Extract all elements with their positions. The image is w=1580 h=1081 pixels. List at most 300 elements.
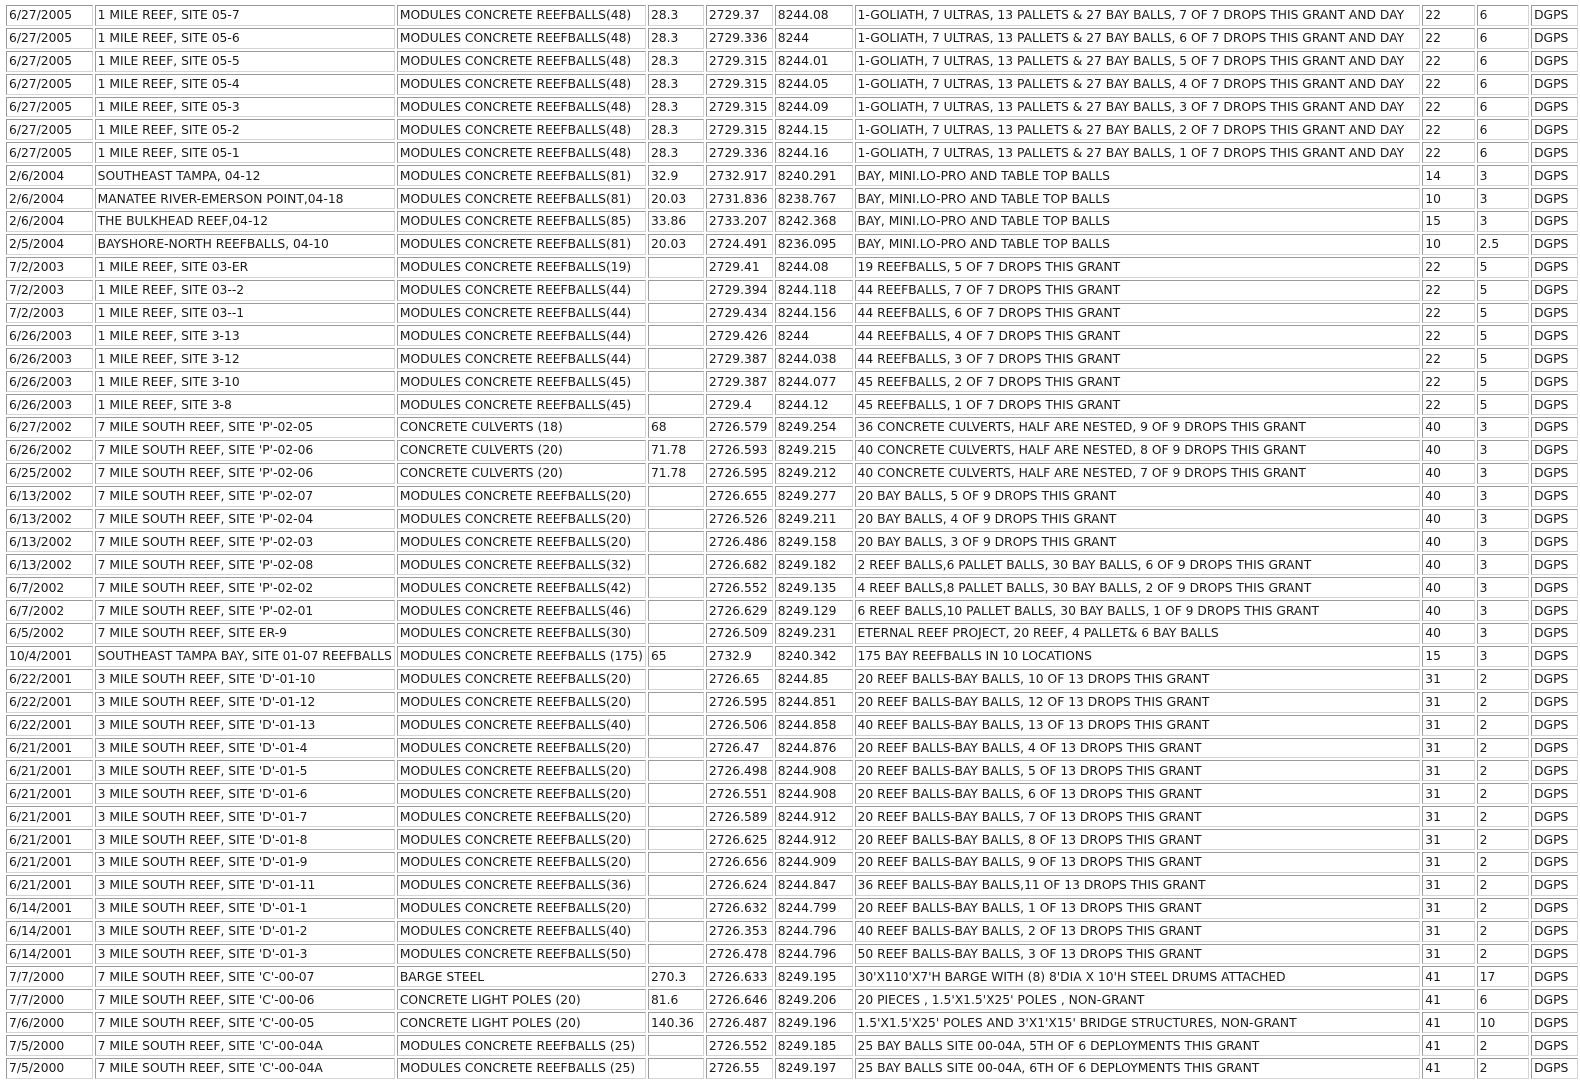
tonnage-cell	[648, 394, 704, 415]
relief-cell: 6	[1477, 97, 1529, 118]
description-cell: 175 BAY REEFBALLS IN 10 LOCATIONS	[855, 646, 1421, 667]
method-cell: DGPS	[1531, 531, 1578, 552]
longitude-cell: 8249.254	[775, 417, 853, 438]
date-cell: 6/13/2002	[6, 486, 93, 507]
deployment-table-container	[4, 3, 1580, 1081]
description-cell: 40 REEF BALLS-BAY BALLS, 2 OF 13 DROPS THIS GRANT	[855, 921, 1421, 942]
relief-cell: 3	[1477, 554, 1529, 575]
description-cell: 50 REEF BALLS-BAY BALLS, 3 OF 13 DROPS THIS GRANT	[855, 944, 1421, 965]
depth-cell: 15	[1422, 211, 1474, 232]
date-cell: 6/27/2005	[6, 5, 93, 26]
date-cell: 2/5/2004	[6, 234, 93, 255]
tonnage-cell: 28.3	[648, 142, 704, 163]
site-cell: SOUTHEAST TAMPA, 04-12	[95, 165, 395, 186]
tonnage-cell	[648, 738, 704, 759]
site-cell: 1 MILE REEF, SITE 3-12	[95, 348, 395, 369]
table-row	[6, 783, 1578, 804]
material-cell: MODULES CONCRETE REEFBALLS(48)	[397, 142, 646, 163]
latitude-cell: 2726.552	[706, 1035, 773, 1056]
date-cell: 6/27/2002	[6, 417, 93, 438]
table-row	[6, 463, 1578, 484]
description-cell: 25 BAY BALLS SITE 00-04A, 5TH OF 6 DEPLOYMENTS THIS GRANT	[855, 1035, 1421, 1056]
material-cell: MODULES CONCRETE REEFBALLS(20)	[397, 898, 646, 919]
material-cell: CONCRETE CULVERTS (18)	[397, 417, 646, 438]
description-cell: BAY, MINI.LO-PRO AND TABLE TOP BALLS	[855, 211, 1421, 232]
date-cell: 6/22/2001	[6, 692, 93, 713]
material-cell: MODULES CONCRETE REEFBALLS(85)	[397, 211, 646, 232]
tonnage-cell: 28.3	[648, 5, 704, 26]
latitude-cell: 2726.551	[706, 783, 773, 804]
relief-cell: 2	[1477, 669, 1529, 690]
date-cell: 6/26/2002	[6, 440, 93, 461]
longitude-cell: 8244.08	[775, 5, 853, 26]
longitude-cell: 8240.342	[775, 646, 853, 667]
latitude-cell: 2729.315	[706, 97, 773, 118]
table-row	[6, 165, 1578, 186]
tonnage-cell	[648, 669, 704, 690]
longitude-cell: 8249.197	[775, 1058, 853, 1079]
date-cell: 6/22/2001	[6, 715, 93, 736]
tonnage-cell	[648, 623, 704, 644]
tonnage-cell	[648, 783, 704, 804]
relief-cell: 3	[1477, 577, 1529, 598]
latitude-cell: 2726.624	[706, 875, 773, 896]
material-cell: MODULES CONCRETE REEFBALLS(44)	[397, 303, 646, 324]
method-cell: DGPS	[1531, 829, 1578, 850]
latitude-cell: 2729.387	[706, 371, 773, 392]
depth-cell: 22	[1422, 303, 1474, 324]
method-cell: DGPS	[1531, 394, 1578, 415]
relief-cell: 6	[1477, 989, 1529, 1010]
method-cell: DGPS	[1531, 852, 1578, 873]
description-cell: 20 BAY BALLS, 4 OF 9 DROPS THIS GRANT	[855, 509, 1421, 530]
tonnage-cell: 71.78	[648, 440, 704, 461]
tonnage-cell	[648, 1035, 704, 1056]
date-cell: 6/27/2005	[6, 74, 93, 95]
description-cell: 40 CONCRETE CULVERTS, HALF ARE NESTED, 7 OF 9 DROPS THIS GRANT	[855, 463, 1421, 484]
date-cell: 2/6/2004	[6, 188, 93, 209]
method-cell: DGPS	[1531, 97, 1578, 118]
depth-cell: 31	[1422, 760, 1474, 781]
site-cell: 3 MILE SOUTH REEF, SITE 'D'-01-3	[95, 944, 395, 965]
description-cell: 25 BAY BALLS SITE 00-04A, 6TH OF 6 DEPLOYMENTS THIS GRANT	[855, 1058, 1421, 1079]
method-cell: DGPS	[1531, 440, 1578, 461]
description-cell: 1.5'X1.5'X25' POLES AND 3'X1'X15' BRIDGE STRUCTURES, NON-GRANT	[855, 1012, 1421, 1033]
site-cell: 7 MILE SOUTH REEF, SITE 'C'-00-07	[95, 966, 395, 987]
latitude-cell: 2726.633	[706, 966, 773, 987]
tonnage-cell	[648, 921, 704, 942]
date-cell: 6/26/2003	[6, 394, 93, 415]
table-row	[6, 646, 1578, 667]
material-cell: MODULES CONCRETE REEFBALLS(32)	[397, 554, 646, 575]
material-cell: MODULES CONCRETE REEFBALLS(42)	[397, 577, 646, 598]
tonnage-cell	[648, 852, 704, 873]
latitude-cell: 2726.506	[706, 715, 773, 736]
latitude-cell: 2726.656	[706, 852, 773, 873]
site-cell: 3 MILE SOUTH REEF, SITE 'D'-01-11	[95, 875, 395, 896]
material-cell: MODULES CONCRETE REEFBALLS (175)	[397, 646, 646, 667]
relief-cell: 17	[1477, 966, 1529, 987]
table-row	[6, 577, 1578, 598]
material-cell: MODULES CONCRETE REEFBALLS(81)	[397, 165, 646, 186]
relief-cell: 5	[1477, 257, 1529, 278]
latitude-cell: 2726.589	[706, 806, 773, 827]
table-row	[6, 97, 1578, 118]
relief-cell: 3	[1477, 463, 1529, 484]
tonnage-cell: 33.86	[648, 211, 704, 232]
site-cell: 1 MILE REEF, SITE 05-6	[95, 28, 395, 49]
tonnage-cell	[648, 325, 704, 346]
date-cell: 7/5/2000	[6, 1035, 93, 1056]
table-row	[6, 257, 1578, 278]
relief-cell: 2	[1477, 875, 1529, 896]
latitude-cell: 2726.498	[706, 760, 773, 781]
depth-cell: 22	[1422, 371, 1474, 392]
description-cell: 6 REEF BALLS,10 PALLET BALLS, 30 BAY BALLS, 1 OF 9 DROPS THIS GRANT	[855, 600, 1421, 621]
date-cell: 6/22/2001	[6, 669, 93, 690]
material-cell: MODULES CONCRETE REEFBALLS(81)	[397, 188, 646, 209]
latitude-cell: 2729.41	[706, 257, 773, 278]
relief-cell: 5	[1477, 348, 1529, 369]
description-cell: 44 REEFBALLS, 6 OF 7 DROPS THIS GRANT	[855, 303, 1421, 324]
date-cell: 2/6/2004	[6, 165, 93, 186]
latitude-cell: 2729.315	[706, 51, 773, 72]
method-cell: DGPS	[1531, 325, 1578, 346]
table-row	[6, 715, 1578, 736]
material-cell: MODULES CONCRETE REEFBALLS(19)	[397, 257, 646, 278]
method-cell: DGPS	[1531, 600, 1578, 621]
site-cell: 3 MILE SOUTH REEF, SITE 'D'-01-7	[95, 806, 395, 827]
longitude-cell: 8244.847	[775, 875, 853, 896]
method-cell: DGPS	[1531, 486, 1578, 507]
site-cell: 3 MILE SOUTH REEF, SITE 'D'-01-9	[95, 852, 395, 873]
method-cell: DGPS	[1531, 509, 1578, 530]
longitude-cell: 8242.368	[775, 211, 853, 232]
description-cell: 20 REEF BALLS-BAY BALLS, 5 OF 13 DROPS THIS GRANT	[855, 760, 1421, 781]
latitude-cell: 2729.387	[706, 348, 773, 369]
depth-cell: 22	[1422, 119, 1474, 140]
material-cell: MODULES CONCRETE REEFBALLS(50)	[397, 944, 646, 965]
table-row	[6, 28, 1578, 49]
longitude-cell: 8249.231	[775, 623, 853, 644]
longitude-cell: 8249.211	[775, 509, 853, 530]
relief-cell: 10	[1477, 1012, 1529, 1033]
description-cell: 20 REEF BALLS-BAY BALLS, 6 OF 13 DROPS THIS GRANT	[855, 783, 1421, 804]
relief-cell: 2	[1477, 898, 1529, 919]
depth-cell: 31	[1422, 692, 1474, 713]
site-cell: 7 MILE SOUTH REEF, SITE 'C'-00-06	[95, 989, 395, 1010]
date-cell: 6/21/2001	[6, 738, 93, 759]
material-cell: MODULES CONCRETE REEFBALLS(20)	[397, 738, 646, 759]
tonnage-cell	[648, 715, 704, 736]
table-row	[6, 1035, 1578, 1056]
depth-cell: 31	[1422, 806, 1474, 827]
table-row	[6, 669, 1578, 690]
description-cell: ETERNAL REEF PROJECT, 20 REEF, 4 PALLET& 6 BAY BALLS	[855, 623, 1421, 644]
longitude-cell: 8244.01	[775, 51, 853, 72]
longitude-cell: 8244.08	[775, 257, 853, 278]
description-cell: 20 BAY BALLS, 5 OF 9 DROPS THIS GRANT	[855, 486, 1421, 507]
material-cell: MODULES CONCRETE REEFBALLS(48)	[397, 5, 646, 26]
description-cell: 1-GOLIATH, 7 ULTRAS, 13 PALLETS & 27 BAY BALLS, 6 OF 7 DROPS THIS GRANT AND DAY	[855, 28, 1421, 49]
method-cell: DGPS	[1531, 875, 1578, 896]
tonnage-cell	[648, 829, 704, 850]
table-row	[6, 440, 1578, 461]
site-cell: 1 MILE REEF, SITE 05-1	[95, 142, 395, 163]
latitude-cell: 2726.526	[706, 509, 773, 530]
depth-cell: 40	[1422, 486, 1474, 507]
table-row	[6, 119, 1578, 140]
longitude-cell: 8244.85	[775, 669, 853, 690]
table-row	[6, 806, 1578, 827]
latitude-cell: 2726.487	[706, 1012, 773, 1033]
table-row	[6, 531, 1578, 552]
description-cell: 30'X110'X7'H BARGE WITH (8) 8'DIA X 10'H STEEL DRUMS ATTACHED	[855, 966, 1421, 987]
date-cell: 7/5/2000	[6, 1058, 93, 1079]
site-cell: BAYSHORE-NORTH REEFBALLS, 04-10	[95, 234, 395, 255]
method-cell: DGPS	[1531, 1058, 1578, 1079]
table-row	[6, 188, 1578, 209]
longitude-cell: 8249.185	[775, 1035, 853, 1056]
depth-cell: 40	[1422, 623, 1474, 644]
material-cell: MODULES CONCRETE REEFBALLS(44)	[397, 325, 646, 346]
depth-cell: 41	[1422, 1035, 1474, 1056]
relief-cell: 6	[1477, 51, 1529, 72]
site-cell: 1 MILE REEF, SITE 3-8	[95, 394, 395, 415]
latitude-cell: 2729.4	[706, 394, 773, 415]
date-cell: 6/13/2002	[6, 554, 93, 575]
tonnage-cell: 20.03	[648, 188, 704, 209]
date-cell: 6/27/2005	[6, 97, 93, 118]
depth-cell: 40	[1422, 417, 1474, 438]
relief-cell: 3	[1477, 531, 1529, 552]
tonnage-cell: 140.36	[648, 1012, 704, 1033]
tonnage-cell	[648, 509, 704, 530]
site-cell: THE BULKHEAD REEF,04-12	[95, 211, 395, 232]
description-cell: 20 REEF BALLS-BAY BALLS, 4 OF 13 DROPS THIS GRANT	[855, 738, 1421, 759]
relief-cell: 3	[1477, 188, 1529, 209]
relief-cell: 2	[1477, 760, 1529, 781]
latitude-cell: 2729.336	[706, 142, 773, 163]
tonnage-cell: 65	[648, 646, 704, 667]
longitude-cell: 8244.16	[775, 142, 853, 163]
depth-cell: 10	[1422, 188, 1474, 209]
depth-cell: 41	[1422, 1012, 1474, 1033]
depth-cell: 22	[1422, 5, 1474, 26]
description-cell: 20 REEF BALLS-BAY BALLS, 12 OF 13 DROPS THIS GRANT	[855, 692, 1421, 713]
material-cell: MODULES CONCRETE REEFBALLS(20)	[397, 692, 646, 713]
material-cell: MODULES CONCRETE REEFBALLS(45)	[397, 371, 646, 392]
longitude-cell: 8244	[775, 28, 853, 49]
table-row	[6, 280, 1578, 301]
depth-cell: 40	[1422, 577, 1474, 598]
tonnage-cell	[648, 303, 704, 324]
description-cell: 44 REEFBALLS, 3 OF 7 DROPS THIS GRANT	[855, 348, 1421, 369]
material-cell: MODULES CONCRETE REEFBALLS(20)	[397, 829, 646, 850]
date-cell: 7/6/2000	[6, 1012, 93, 1033]
method-cell: DGPS	[1531, 257, 1578, 278]
date-cell: 6/14/2001	[6, 898, 93, 919]
latitude-cell: 2726.47	[706, 738, 773, 759]
description-cell: 44 REEFBALLS, 7 OF 7 DROPS THIS GRANT	[855, 280, 1421, 301]
relief-cell: 3	[1477, 486, 1529, 507]
latitude-cell: 2726.509	[706, 623, 773, 644]
table-row	[6, 944, 1578, 965]
latitude-cell: 2726.593	[706, 440, 773, 461]
relief-cell: 2	[1477, 829, 1529, 850]
table-row	[6, 509, 1578, 530]
relief-cell: 2	[1477, 852, 1529, 873]
longitude-cell: 8249.195	[775, 966, 853, 987]
latitude-cell: 2729.426	[706, 325, 773, 346]
table-row	[6, 74, 1578, 95]
tonnage-cell	[648, 875, 704, 896]
method-cell: DGPS	[1531, 1035, 1578, 1056]
longitude-cell: 8244.876	[775, 738, 853, 759]
date-cell: 6/21/2001	[6, 783, 93, 804]
description-cell: 45 REEFBALLS, 1 OF 7 DROPS THIS GRANT	[855, 394, 1421, 415]
table-row	[6, 325, 1578, 346]
longitude-cell: 8240.291	[775, 165, 853, 186]
relief-cell: 6	[1477, 28, 1529, 49]
site-cell: 7 MILE SOUTH REEF, SITE 'C'-00-05	[95, 1012, 395, 1033]
relief-cell: 3	[1477, 646, 1529, 667]
site-cell: 7 MILE SOUTH REEF, SITE 'P'-02-04	[95, 509, 395, 530]
method-cell: DGPS	[1531, 760, 1578, 781]
relief-cell: 3	[1477, 165, 1529, 186]
date-cell: 6/27/2005	[6, 51, 93, 72]
material-cell: MODULES CONCRETE REEFBALLS(48)	[397, 74, 646, 95]
tonnage-cell	[648, 600, 704, 621]
depth-cell: 14	[1422, 165, 1474, 186]
relief-cell: 3	[1477, 600, 1529, 621]
table-row	[6, 348, 1578, 369]
date-cell: 6/26/2003	[6, 348, 93, 369]
method-cell: DGPS	[1531, 692, 1578, 713]
site-cell: 1 MILE REEF, SITE 3-10	[95, 371, 395, 392]
longitude-cell: 8244.796	[775, 921, 853, 942]
tonnage-cell: 68	[648, 417, 704, 438]
method-cell: DGPS	[1531, 738, 1578, 759]
longitude-cell: 8249.158	[775, 531, 853, 552]
tonnage-cell: 270.3	[648, 966, 704, 987]
relief-cell: 2	[1477, 692, 1529, 713]
latitude-cell: 2726.486	[706, 531, 773, 552]
depth-cell: 31	[1422, 852, 1474, 873]
site-cell: 1 MILE REEF, SITE 05-3	[95, 97, 395, 118]
date-cell: 6/27/2005	[6, 119, 93, 140]
method-cell: DGPS	[1531, 5, 1578, 26]
material-cell: MODULES CONCRETE REEFBALLS (25)	[397, 1058, 646, 1079]
longitude-cell: 8249.277	[775, 486, 853, 507]
method-cell: DGPS	[1531, 28, 1578, 49]
date-cell: 6/21/2001	[6, 875, 93, 896]
longitude-cell: 8249.212	[775, 463, 853, 484]
description-cell: 20 REEF BALLS-BAY BALLS, 8 OF 13 DROPS THIS GRANT	[855, 829, 1421, 850]
date-cell: 7/2/2003	[6, 280, 93, 301]
site-cell: 3 MILE SOUTH REEF, SITE 'D'-01-1	[95, 898, 395, 919]
material-cell: MODULES CONCRETE REEFBALLS(20)	[397, 760, 646, 781]
longitude-cell: 8244.077	[775, 371, 853, 392]
site-cell: 3 MILE SOUTH REEF, SITE 'D'-01-5	[95, 760, 395, 781]
depth-cell: 10	[1422, 234, 1474, 255]
tonnage-cell: 71.78	[648, 463, 704, 484]
site-cell: 1 MILE REEF, SITE 05-4	[95, 74, 395, 95]
latitude-cell: 2732.9	[706, 646, 773, 667]
table-row	[6, 303, 1578, 324]
depth-cell: 40	[1422, 554, 1474, 575]
site-cell: 1 MILE REEF, SITE 3-13	[95, 325, 395, 346]
longitude-cell: 8249.196	[775, 1012, 853, 1033]
depth-cell: 31	[1422, 898, 1474, 919]
date-cell: 6/14/2001	[6, 921, 93, 942]
material-cell: MODULES CONCRETE REEFBALLS(48)	[397, 97, 646, 118]
description-cell: 20 REEF BALLS-BAY BALLS, 7 OF 13 DROPS THIS GRANT	[855, 806, 1421, 827]
table-row	[6, 875, 1578, 896]
depth-cell: 22	[1422, 51, 1474, 72]
longitude-cell: 8244.12	[775, 394, 853, 415]
relief-cell: 5	[1477, 325, 1529, 346]
tonnage-cell	[648, 760, 704, 781]
latitude-cell: 2726.646	[706, 989, 773, 1010]
date-cell: 6/21/2001	[6, 806, 93, 827]
method-cell: DGPS	[1531, 898, 1578, 919]
description-cell: BAY, MINI.LO-PRO AND TABLE TOP BALLS	[855, 234, 1421, 255]
latitude-cell: 2726.625	[706, 829, 773, 850]
longitude-cell: 8236.095	[775, 234, 853, 255]
latitude-cell: 2726.629	[706, 600, 773, 621]
date-cell: 6/14/2001	[6, 944, 93, 965]
longitude-cell: 8244.908	[775, 760, 853, 781]
longitude-cell: 8244.796	[775, 944, 853, 965]
depth-cell: 40	[1422, 531, 1474, 552]
relief-cell: 6	[1477, 5, 1529, 26]
latitude-cell: 2726.579	[706, 417, 773, 438]
longitude-cell: 8244.851	[775, 692, 853, 713]
material-cell: MODULES CONCRETE REEFBALLS(81)	[397, 234, 646, 255]
tonnage-cell: 81.6	[648, 989, 704, 1010]
description-cell: 20 REEF BALLS-BAY BALLS, 1 OF 13 DROPS THIS GRANT	[855, 898, 1421, 919]
material-cell: MODULES CONCRETE REEFBALLS(44)	[397, 280, 646, 301]
tonnage-cell	[648, 692, 704, 713]
description-cell: 40 CONCRETE CULVERTS, HALF ARE NESTED, 8 OF 9 DROPS THIS GRANT	[855, 440, 1421, 461]
description-cell: BAY, MINI.LO-PRO AND TABLE TOP BALLS	[855, 188, 1421, 209]
relief-cell: 6	[1477, 119, 1529, 140]
table-row	[6, 692, 1578, 713]
longitude-cell: 8244.912	[775, 806, 853, 827]
date-cell: 6/21/2001	[6, 852, 93, 873]
material-cell: CONCRETE CULVERTS (20)	[397, 463, 646, 484]
site-cell: 1 MILE REEF, SITE 05-5	[95, 51, 395, 72]
description-cell: 1-GOLIATH, 7 ULTRAS, 13 PALLETS & 27 BAY BALLS, 7 OF 7 DROPS THIS GRANT AND DAY	[855, 5, 1421, 26]
site-cell: 1 MILE REEF, SITE 05-7	[95, 5, 395, 26]
date-cell: 7/7/2000	[6, 989, 93, 1010]
site-cell: 3 MILE SOUTH REEF, SITE 'D'-01-2	[95, 921, 395, 942]
material-cell: CONCRETE CULVERTS (20)	[397, 440, 646, 461]
longitude-cell: 8249.135	[775, 577, 853, 598]
longitude-cell: 8244.909	[775, 852, 853, 873]
site-cell: 7 MILE SOUTH REEF, SITE 'C'-00-04A	[95, 1058, 395, 1079]
latitude-cell: 2726.353	[706, 921, 773, 942]
material-cell: MODULES CONCRETE REEFBALLS(48)	[397, 28, 646, 49]
description-cell: 20 BAY BALLS, 3 OF 9 DROPS THIS GRANT	[855, 531, 1421, 552]
longitude-cell: 8244.05	[775, 74, 853, 95]
description-cell: 36 CONCRETE CULVERTS, HALF ARE NESTED, 9 OF 9 DROPS THIS GRANT	[855, 417, 1421, 438]
table-row	[6, 852, 1578, 873]
table-row	[6, 1012, 1578, 1033]
site-cell: 7 MILE SOUTH REEF, SITE 'P'-02-03	[95, 531, 395, 552]
relief-cell: 2	[1477, 715, 1529, 736]
